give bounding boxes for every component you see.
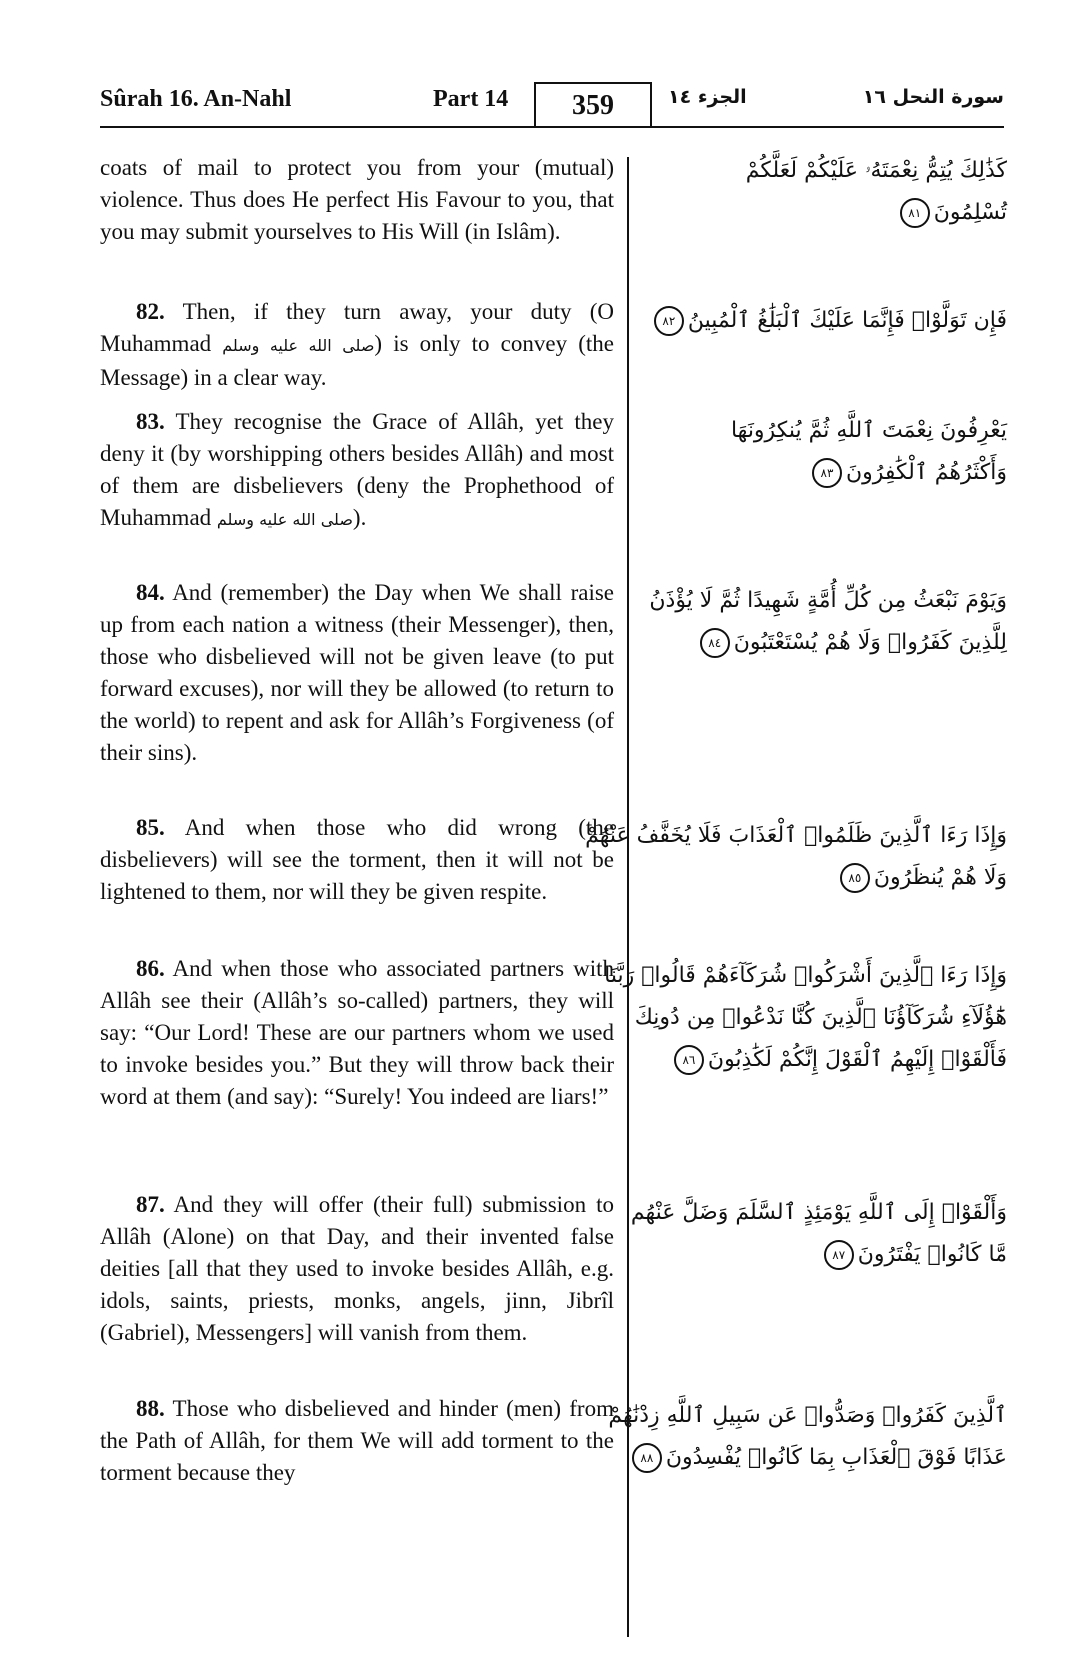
arabic-line: يَعْرِفُونَ نِعْمَتَ ٱللَّهِ ثُمَّ يُنكِرُونَهَا: [730, 418, 1007, 443]
verse-text: They recognise the Grace of Allâh, yet they deny it (by worshipping others besides Allâh) and most of them are disbelievers (deny the Prophethood of Muhammad: [100, 409, 615, 530]
surah-title-en: Sûrah 16. An-Nahl: [100, 86, 292, 112]
verse-87-translation: [100, 1189, 614, 1349]
verse-text: Then, if they turn away, your duty (O Muhammad: [100, 299, 614, 356]
verse-number: 82.: [136, 299, 165, 324]
verse-text-after: ) is only to convey (the Message) in a clear way.: [100, 331, 614, 390]
arabic-line: هَٰٓؤُلَآءِ شُرَكَآؤُنَا ٱلَّذِينَ كُنَّا نَدْعُوا۟ مِن دُونِكَ: [634, 1005, 1007, 1030]
arabic-line: وَأَلْقَوْا۟ إِلَى ٱللَّهِ يَوْمَئِذٍ ٱلسَّلَمَ وَضَلَّ عَنْهُم: [630, 1200, 1007, 1225]
inline-arabic-salutation: صلى الله عليه وسلم: [222, 336, 375, 355]
ayah-marker: ٨٨: [632, 1443, 662, 1473]
arabic-line: تُسْلِمُونَ٨١: [642, 192, 1007, 234]
verse-number: 88.: [136, 1396, 165, 1421]
verse-text: And when those who associated partners with Allâh see their (Allâh’s so-called) partners, they will say: “Our Lord! These are our partners whom we used to invoke besides you.” But they will throw back their word at them (and say): “Surely! You indeed are liars!”: [100, 956, 614, 1109]
verse-text: And (remember) the Day when We shall raise up from each nation a witness (their Messenger), then, those who disbelieved will not be given leave (to put forward excuses), nor will they be allowed (to return to the world) to repent and ask for Allâh’s Forgiveness (of their sins).: [100, 580, 614, 765]
arabic-line: كَذَٰلِكَ يُتِمُّ نِعْمَتَهُۥ عَلَيْكُمْ لَعَلَّكُمْ: [745, 158, 1007, 183]
ayah-marker: ٨١: [900, 198, 930, 228]
arabic-line: وَأَكْثَرُهُمُ ٱلْكَٰفِرُونَ٨٣: [642, 452, 1007, 494]
verse-88-arabic: [608, 1395, 1007, 1479]
verse-88-translation: [100, 1393, 614, 1489]
verse-87-arabic: [630, 1192, 1007, 1276]
verse-number: 86.: [136, 956, 165, 981]
verse-82-translation: [100, 296, 614, 394]
arabic-line: عَذَابًا فَوْقَ ٱلْعَذَابِ بِمَا كَانُوا۟ يُفْسِدُونَ٨٨: [642, 1437, 1007, 1479]
arabic-line: فَأَلْقَوْا۟ إِلَيْهِمُ ٱلْقَوْلَ إِنَّكُمْ لَكَٰذِبُونَ٨٦: [642, 1039, 1007, 1081]
verse-85-arabic: [585, 815, 1007, 899]
verse-number: 83.: [136, 409, 165, 434]
verse-84-arabic: [642, 580, 1007, 664]
header-rule: [100, 126, 1004, 128]
page-header: [100, 82, 1004, 128]
verse-85-translation: [100, 812, 614, 908]
part-label-en: Part 14: [433, 86, 509, 112]
arabic-line: مَّا كَانُوا۟ يَفْتَرُونَ٨٧: [642, 1234, 1007, 1276]
arabic-line: وَلَا هُمْ يُنظَرُونَ٨٥: [642, 857, 1007, 899]
arabic-line: وَإِذَا رَءَا ٱلَّذِينَ أَشْرَكُوا۟ شُرَكَآءَهُمْ قَالُوا۟ رَبَّنَا: [604, 963, 1007, 988]
ayah-marker: ٨٧: [824, 1240, 854, 1270]
verse-number: 85.: [136, 815, 165, 840]
ayah-marker: ٨٣: [812, 458, 842, 488]
arabic-line: ٱلَّذِينَ كَفَرُوا۟ وَصَدُّوا۟ عَن سَبِيلِ ٱللَّهِ زِدْنَٰهُمْ: [608, 1403, 1007, 1428]
arabic-line: وَإِذَا رَءَا ٱلَّذِينَ ظَلَمُوا۟ ٱلْعَذَابَ فَلَا يُخَفَّفُ عَنْهُمْ: [585, 823, 1007, 848]
verse-text: And when those who did wrong (the disbelievers) will see the torment, then it will not be lightened to them, nor will they be given respite.: [100, 815, 614, 904]
verse-number: 87.: [136, 1192, 165, 1217]
verse-81-translation: [100, 152, 614, 248]
surah-title-ar: سورة النحل ١٦: [862, 86, 1004, 108]
verse-84-translation: [100, 577, 614, 769]
verse-83-arabic: [642, 410, 1007, 494]
verse-text: Those who disbelieved and hinder (men) from the Path of Allâh, for them We will add torment to the torment because they: [100, 1396, 614, 1485]
inline-arabic-salutation: صلى الله عليه وسلم: [216, 510, 353, 529]
ayah-marker: ٨٢: [654, 306, 684, 336]
ayah-marker: ٨٥: [840, 863, 870, 893]
verse-text: coats of mail to protect you from your (mutual) violence. Thus does He perfect His Favour to you, that you may submit yourselves to His Will (in Islâm).: [100, 155, 614, 244]
arabic-line: لِلَّذِينَ كَفَرُوا۟ وَلَا هُمْ يُسْتَعْتَبُونَ٨٤: [642, 622, 1007, 664]
verse-82-arabic: [642, 300, 1007, 342]
verse-text: And they will offer (their full) submission to Allâh (Alone) on that Day, and their invented false deities [all that they used to invoke besides Allâh, e.g. idols, saints, priests, monks, angels, jinn, Jibrîl (Gabriel), Messengers] will vanish from them.: [100, 1192, 615, 1345]
verse-text-after: ).: [352, 505, 367, 530]
page-number: 359: [534, 82, 652, 126]
verse-83-translation: [100, 406, 614, 536]
part-label-ar: الجزء ١٤: [668, 86, 747, 108]
arabic-line: فَإِن تَوَلَّوْا۟ فَإِنَّمَا عَلَيْكَ ٱلْبَلَٰغُ ٱلْمُبِينُ٨٢: [642, 300, 1007, 342]
ayah-marker: ٨٦: [674, 1045, 704, 1075]
verse-86-translation: [100, 953, 614, 1113]
verse-number: 84.: [136, 580, 165, 605]
ayah-marker: ٨٤: [700, 628, 730, 658]
arabic-line: وَيَوْمَ نَبْعَثُ مِن كُلِّ أُمَّةٍ شَهِيدًا ثُمَّ لَا يُؤْذَنُ: [649, 588, 1007, 613]
verse-81-arabic: [642, 150, 1007, 234]
verse-86-arabic: [604, 955, 1007, 1081]
